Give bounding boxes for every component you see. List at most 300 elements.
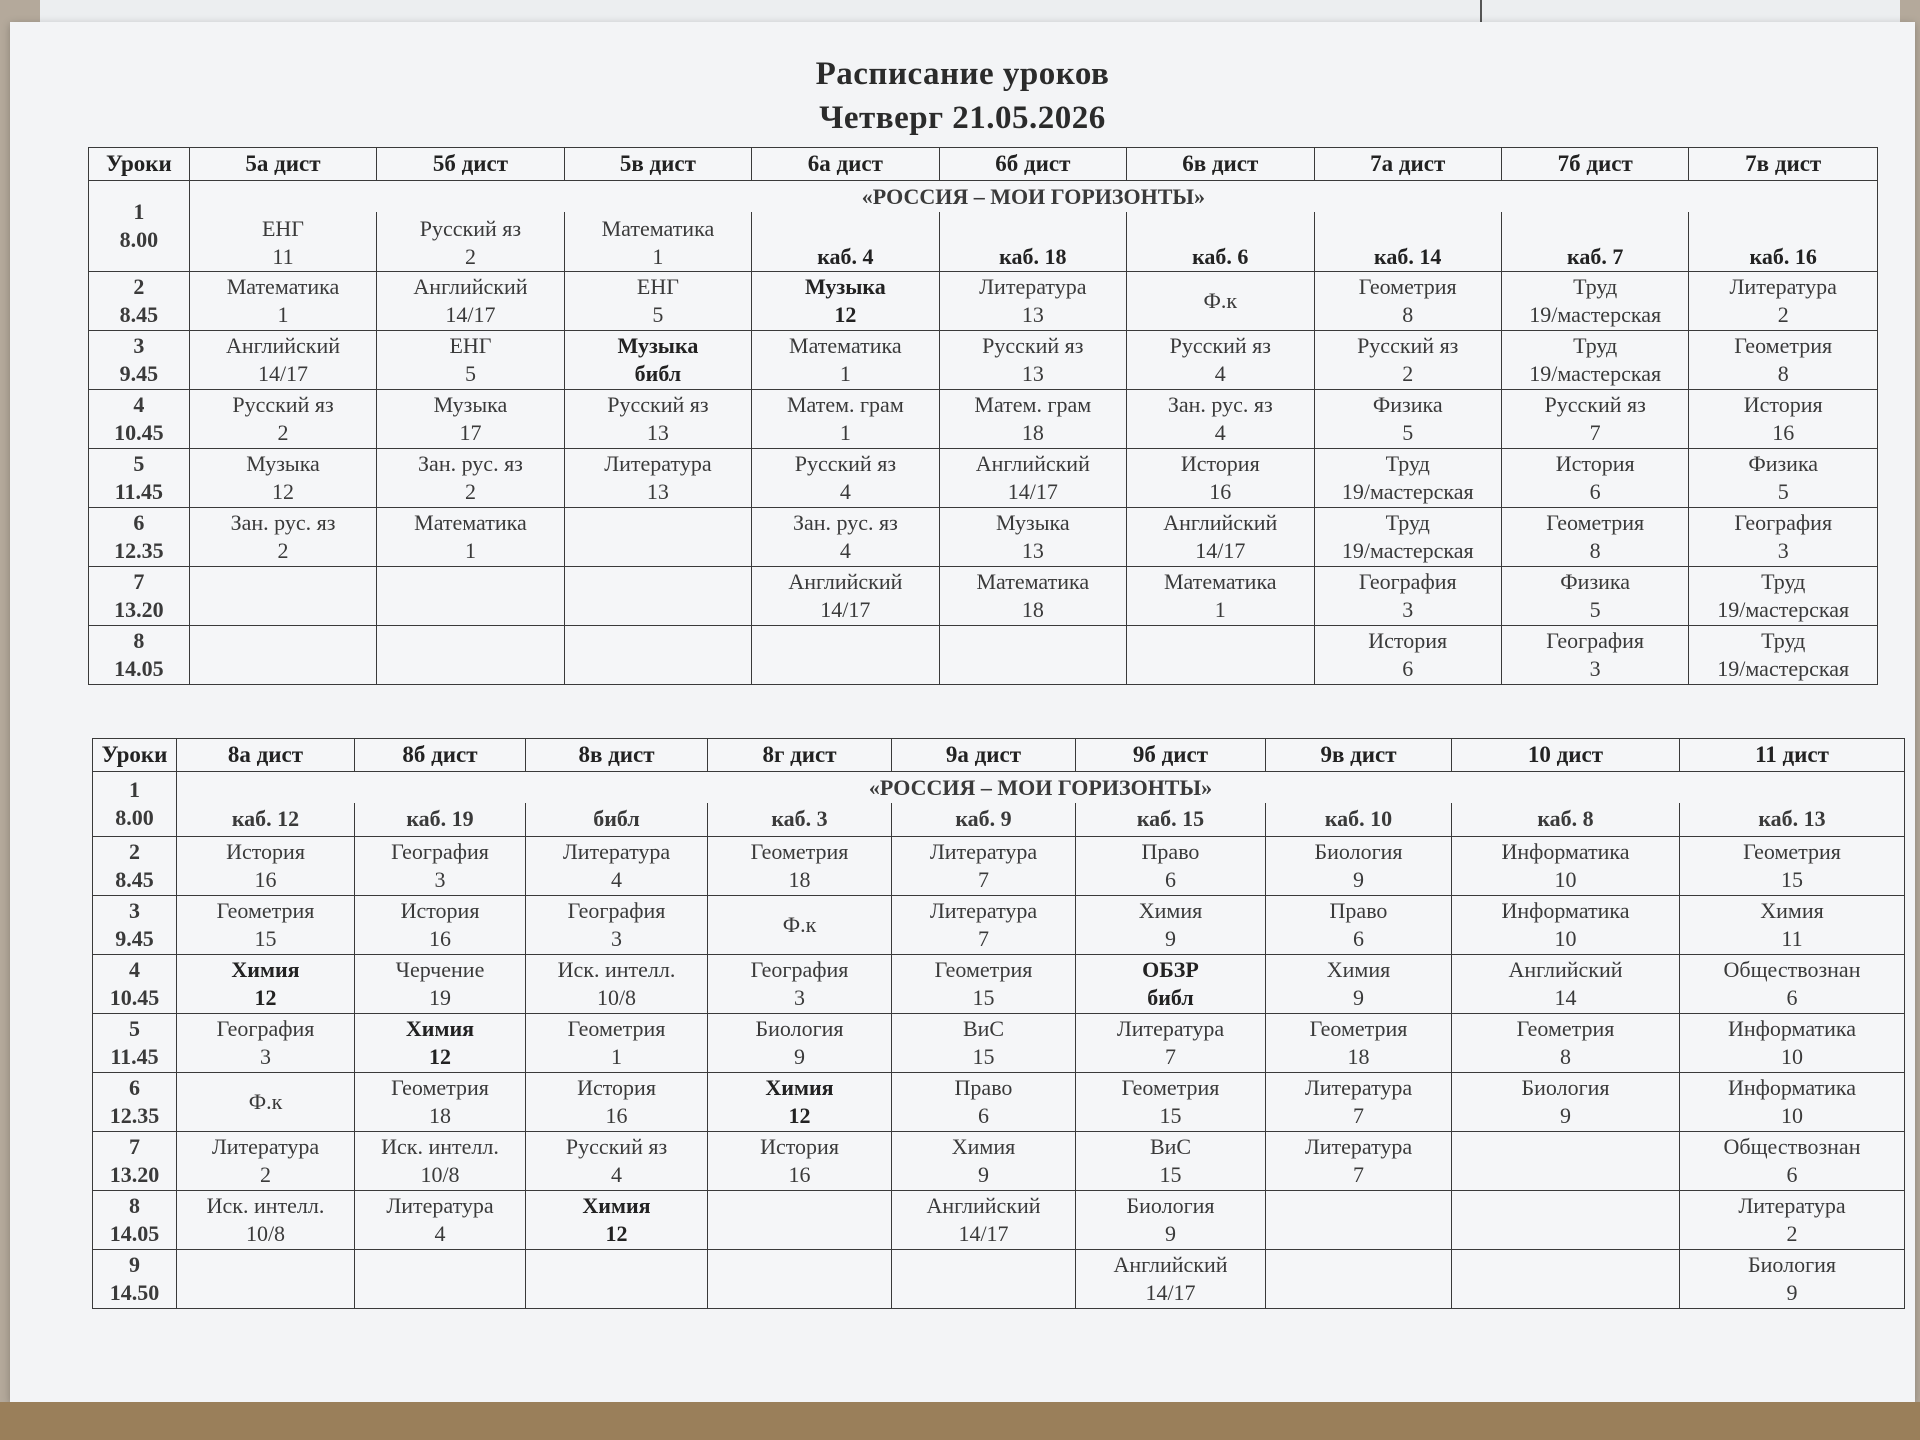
first-lesson-cell — [1689, 212, 1878, 272]
room-number: 17 — [459, 420, 482, 445]
lesson-cell — [1689, 449, 1878, 508]
table-row — [89, 181, 1878, 212]
lesson-cell — [355, 955, 526, 1014]
subject-name: Английский — [413, 274, 528, 299]
lesson-cell — [526, 955, 708, 1014]
lesson-number: 2 — [133, 274, 145, 299]
table-row — [93, 1191, 1905, 1250]
subject-name: Ф.к — [248, 1089, 283, 1114]
room-number: 15 — [254, 926, 277, 951]
room-number: 4 — [611, 867, 622, 892]
lesson-number: 8 — [129, 1193, 140, 1218]
lesson-cell — [752, 331, 939, 390]
lesson-time-cell — [93, 1132, 177, 1191]
subject-name: ЕНГ — [449, 333, 492, 358]
room-number: 10/8 — [596, 985, 637, 1010]
class-header: 11 дист — [1680, 739, 1905, 772]
room-number: 10 — [1781, 1044, 1803, 1069]
class-header: 9в дист — [1266, 739, 1452, 772]
lesson-cell — [1501, 331, 1688, 390]
table-row — [93, 837, 1905, 896]
subject-name: Литература — [604, 451, 712, 476]
lesson-cell — [1076, 896, 1266, 955]
lesson-cell — [526, 837, 708, 896]
lesson-number: 6 — [129, 1075, 140, 1100]
subject-name: Геометрия — [934, 957, 1033, 982]
lesson-cell — [1452, 837, 1680, 896]
lesson-cell — [708, 1132, 892, 1191]
lesson-time-cell — [89, 449, 190, 508]
lesson-cell — [1076, 837, 1266, 896]
room-number: 1 — [1214, 597, 1226, 622]
subject-name: Труд — [1761, 569, 1806, 594]
cabinet-label: каб. 6 — [1192, 244, 1249, 269]
empty-cell — [564, 508, 751, 567]
room-number: 1 — [277, 302, 289, 327]
room-number: 11 — [1781, 926, 1803, 951]
lesson-time-cell — [93, 1191, 177, 1250]
room-number: 5 — [652, 302, 664, 327]
room-number: 13 — [646, 420, 669, 445]
subject-name: Право — [1141, 839, 1200, 864]
lesson-cell — [1689, 567, 1878, 626]
lesson-cell — [892, 896, 1076, 955]
lesson-time: 8.00 — [115, 805, 154, 830]
lesson-cell — [526, 1132, 708, 1191]
table-row — [93, 803, 1905, 837]
subject-name: Матем. грам — [974, 392, 1092, 417]
subject-name: Литература — [211, 1134, 320, 1159]
room-number: 8 — [1589, 538, 1601, 563]
lesson-cell — [1689, 508, 1878, 567]
lesson-cell — [892, 1191, 1076, 1250]
empty-cell — [377, 626, 564, 685]
subject-name: Музыка — [804, 274, 886, 299]
subject-name: Математика — [414, 510, 527, 535]
subject-name: Русский яз — [794, 451, 897, 476]
lesson-cell — [1266, 955, 1452, 1014]
room-number: 9 — [1560, 1103, 1571, 1128]
cabinet-label: каб. 10 — [1266, 803, 1452, 837]
lesson-cell — [1314, 272, 1501, 331]
class-header: 9а дист — [892, 739, 1076, 772]
table-row — [89, 212, 1878, 272]
lesson-number: 7 — [129, 1134, 140, 1159]
empty-cell — [189, 626, 376, 685]
lesson-cell — [355, 896, 526, 955]
subject-name: Русский яз — [419, 216, 522, 241]
subject-name: Химия — [1760, 898, 1824, 923]
class-header: 9б дист — [1076, 739, 1266, 772]
lesson-cell — [177, 837, 355, 896]
subject-name: Физика — [1560, 569, 1631, 594]
lesson-time: 14.05 — [114, 656, 164, 681]
lesson-cell — [355, 1014, 526, 1073]
subject-name: Математика — [601, 216, 715, 241]
lesson-time: 13.20 — [114, 597, 164, 622]
room-number: 5 — [1777, 479, 1789, 504]
empty-cell — [708, 1250, 892, 1309]
class-header: 6в дист — [1127, 148, 1314, 181]
lesson-time: 14.50 — [109, 1280, 160, 1305]
subject-name: Русский яз — [982, 333, 1084, 358]
lesson-time: 11.45 — [114, 479, 164, 504]
lesson-number: 4 — [129, 957, 140, 982]
room-number: 2 — [464, 244, 476, 269]
table-row — [93, 896, 1905, 955]
subject-name: Английский — [975, 451, 1090, 476]
subject-name: Иск. интелл. — [206, 1193, 325, 1218]
room-number: 5 — [1589, 597, 1601, 622]
room-number: 3 — [1589, 656, 1601, 681]
room-number: 18 — [1347, 1044, 1370, 1069]
room-number: 9 — [1165, 1221, 1176, 1246]
lesson-cell — [1689, 626, 1878, 685]
lesson-cell — [1266, 1073, 1452, 1132]
lesson-time-cell — [89, 567, 190, 626]
lesson-time: 8.45 — [115, 867, 154, 892]
room-number: 12 — [834, 302, 857, 327]
horizons-banner — [189, 181, 1877, 212]
horizons-banner — [177, 772, 1905, 803]
subject-name: Химия — [405, 1016, 475, 1041]
subject-name: Английский — [1508, 957, 1623, 982]
subject-name: Право — [1329, 898, 1388, 923]
subject-name: Труд — [1573, 274, 1618, 299]
lesson-cell — [1501, 390, 1688, 449]
room-number: 7 — [978, 926, 989, 951]
lesson-cell — [752, 390, 939, 449]
header-row — [93, 739, 1905, 772]
lesson-number: 1 — [129, 777, 140, 802]
room-number: 8 — [1402, 302, 1414, 327]
class-header: 10 дист — [1452, 739, 1680, 772]
lesson-cell — [1501, 626, 1688, 685]
lesson-cell — [526, 1014, 708, 1073]
lesson-cell — [526, 896, 708, 955]
first-lesson-cell — [1127, 212, 1314, 272]
subject-name: Английский — [225, 333, 341, 358]
room-number: 15 — [972, 985, 995, 1010]
subject-name: Информатика — [1501, 839, 1630, 864]
lesson-cell — [1314, 508, 1501, 567]
lesson-time-cell — [89, 508, 190, 567]
lesson-cell — [1452, 955, 1680, 1014]
cabinet-label: каб. 16 — [1749, 244, 1817, 269]
subject-name: Химия — [765, 1075, 834, 1100]
subject-name: Зан. рус. яз — [792, 510, 898, 535]
room-number: 19/мастерская — [1341, 479, 1474, 504]
lesson-number: 5 — [129, 1016, 140, 1041]
room-number: 1 — [611, 1044, 622, 1069]
lesson-time-cell — [93, 1250, 177, 1309]
lesson-cell — [1076, 1250, 1266, 1309]
lesson-number: 3 — [129, 898, 140, 923]
lesson-cell — [1501, 272, 1688, 331]
lesson-cell — [892, 1132, 1076, 1191]
lesson-cell — [1314, 567, 1501, 626]
subject-name: Математика — [976, 569, 1090, 594]
lesson-cell — [1076, 1132, 1266, 1191]
empty-cell — [377, 567, 564, 626]
table-row — [93, 772, 1905, 803]
room-number: 12 — [429, 1044, 451, 1069]
lesson-number: 9 — [129, 1252, 140, 1277]
subject-name: Литература — [929, 898, 1038, 923]
subject-name: ВиС — [962, 1016, 1005, 1041]
class-header: 5б дист — [377, 148, 564, 181]
room-number: 14/17 — [958, 1221, 1009, 1246]
lesson-cell — [564, 272, 751, 331]
table-row — [89, 272, 1878, 331]
lesson-cell — [177, 1073, 355, 1132]
subject-name: История — [1180, 451, 1260, 476]
lesson-cell — [1689, 272, 1878, 331]
lesson-cell — [1266, 896, 1452, 955]
empty-cell — [1452, 1132, 1680, 1191]
subject-name: Обществознан — [1723, 957, 1861, 982]
banner-text: «РОССИЯ – МОИ ГОРИЗОНТЫ» — [861, 184, 1205, 210]
lesson-time-cell — [89, 626, 190, 685]
lesson-number: 8 — [133, 628, 145, 653]
table-row — [93, 1250, 1905, 1309]
room-number: библ — [1147, 985, 1194, 1010]
subject-name: История — [1368, 628, 1448, 653]
room-number: 3 — [260, 1044, 271, 1069]
lesson-cell — [1314, 331, 1501, 390]
lesson-cell — [708, 837, 892, 896]
lesson-cell — [564, 390, 751, 449]
lesson-cell — [1680, 1014, 1905, 1073]
class-header: 6б дист — [939, 148, 1126, 181]
subject-name: История — [760, 1134, 839, 1159]
subject-name: ВиС — [1149, 1134, 1192, 1159]
subject-name: Ф.к — [1203, 288, 1238, 313]
lesson-cell — [939, 508, 1126, 567]
subject-name: Биология — [1126, 1193, 1215, 1218]
lesson-time: 10.45 — [114, 420, 164, 445]
cabinet-label: каб. 18 — [999, 244, 1067, 269]
room-number: 9 — [1353, 985, 1364, 1010]
lesson-cell — [377, 272, 564, 331]
lesson-time: 14.05 — [109, 1221, 160, 1246]
lesson-cell — [355, 1132, 526, 1191]
room-number: 2 — [464, 479, 476, 504]
cabinet-label: каб. 8 — [1452, 803, 1680, 837]
subject-name: Труд — [1385, 451, 1430, 476]
lesson-time-cell — [89, 331, 190, 390]
lesson-time: 8.45 — [119, 302, 159, 327]
subject-name: История — [400, 898, 480, 923]
subject-name: Музыка — [433, 392, 508, 417]
lesson-cell — [177, 1191, 355, 1250]
subject-name: Биология — [755, 1016, 844, 1041]
lesson-time: 9.45 — [119, 361, 159, 386]
lesson-time: 12.35 — [114, 538, 164, 563]
subject-name: Право — [954, 1075, 1013, 1100]
room-number: 3 — [1402, 597, 1414, 622]
subject-name: Литература — [562, 839, 671, 864]
first-lesson-cell — [1314, 212, 1501, 272]
subject-name: Русский яз — [232, 392, 334, 417]
room-number: 14/17 — [820, 597, 871, 622]
lesson-cell — [189, 508, 376, 567]
subject-name: Русский яз — [1357, 333, 1459, 358]
empty-cell — [892, 1250, 1076, 1309]
lesson-cell — [1076, 955, 1266, 1014]
room-number: 4 — [839, 538, 851, 563]
room-number: 6 — [1786, 1162, 1798, 1187]
subject-name: Зан. рус. яз — [418, 451, 523, 476]
lesson-cell — [939, 390, 1126, 449]
room-number: 5 — [464, 361, 476, 386]
table-row — [89, 331, 1878, 390]
subject-name: Геометрия — [1734, 333, 1833, 358]
lesson-time-cell — [93, 1014, 177, 1073]
cabinet-label: каб. 19 — [355, 803, 526, 837]
lesson-time-cell — [93, 772, 177, 837]
lesson-cell — [752, 449, 939, 508]
subject-name: Черчение — [395, 957, 485, 982]
room-number: 2 — [277, 420, 289, 445]
first-lesson-cell — [377, 212, 564, 272]
room-number: 1 — [839, 361, 851, 386]
table-row — [93, 955, 1905, 1014]
class-header: 8г дист — [708, 739, 892, 772]
schedule-table-grades-5-7 — [88, 147, 1878, 685]
lesson-cell — [1314, 390, 1501, 449]
room-number: 14/17 — [1007, 479, 1058, 504]
subject-name: История — [1555, 451, 1635, 476]
lesson-cell — [177, 1132, 355, 1191]
subject-name: Труд — [1761, 628, 1806, 653]
lesson-cell — [1680, 896, 1905, 955]
desk-surface — [0, 1402, 1920, 1440]
lesson-cell — [177, 896, 355, 955]
subject-name: Биология — [1747, 1252, 1836, 1277]
lesson-cell — [177, 1014, 355, 1073]
subject-name: Зан. рус. яз — [230, 510, 336, 535]
lesson-cell — [939, 567, 1126, 626]
lesson-cell — [939, 272, 1126, 331]
room-number: 7 — [1353, 1103, 1364, 1128]
lesson-time-cell — [93, 1073, 177, 1132]
first-lesson-cell — [1501, 212, 1688, 272]
cabinet-label: каб. 15 — [1076, 803, 1266, 837]
title-block — [10, 52, 1915, 140]
table-row — [93, 1014, 1905, 1073]
lesson-cell — [892, 955, 1076, 1014]
empty-cell — [1127, 626, 1314, 685]
subject-name: Музыка — [617, 333, 699, 358]
cabinet-label: каб. 12 — [177, 803, 355, 837]
lesson-number: 4 — [133, 392, 145, 417]
lesson-cell — [1127, 272, 1314, 331]
subject-name: История — [1743, 392, 1823, 417]
empty-cell — [526, 1250, 708, 1309]
lesson-cell — [1680, 1250, 1905, 1309]
room-number: 4 — [611, 1162, 622, 1187]
lesson-time-cell — [89, 181, 190, 272]
empty-cell — [1266, 1191, 1452, 1250]
table-row — [89, 390, 1878, 449]
lesson-cell — [1076, 1014, 1266, 1073]
lesson-cell — [1501, 449, 1688, 508]
room-number: 19/мастерская — [1717, 656, 1850, 681]
lesson-cell — [564, 449, 751, 508]
lesson-time-cell — [89, 390, 190, 449]
room-number: 15 — [1159, 1103, 1182, 1128]
first-lesson-cell — [752, 212, 939, 272]
subject-name: Английский — [788, 569, 903, 594]
empty-cell — [564, 626, 751, 685]
empty-cell — [1452, 1191, 1680, 1250]
lesson-cell — [1680, 1073, 1905, 1132]
room-number: 2 — [1777, 302, 1789, 327]
subject-name: География — [567, 898, 666, 923]
lesson-cell — [939, 449, 1126, 508]
subject-name: Математика — [1163, 569, 1277, 594]
room-number: библ — [634, 361, 682, 386]
subject-name: Английский — [1113, 1252, 1228, 1277]
lesson-time: 11.45 — [110, 1044, 159, 1069]
room-number: 16 — [788, 1162, 811, 1187]
subject-name: Матем. грам — [786, 392, 904, 417]
room-number: 3 — [1777, 538, 1789, 563]
room-number: 19/мастерская — [1717, 597, 1850, 622]
schedule-table-grades-8-11 — [92, 738, 1905, 1309]
room-number: 14/17 — [445, 302, 496, 327]
room-number: 16 — [1772, 420, 1795, 445]
subject-name: Иск. интелл. — [381, 1134, 499, 1159]
cabinet-label: каб. 13 — [1680, 803, 1905, 837]
subject-name: Литература — [1116, 1016, 1225, 1041]
room-number: 12 — [272, 479, 294, 504]
lesson-time: 13.20 — [109, 1162, 160, 1187]
lesson-cell — [1680, 1191, 1905, 1250]
room-number: 13 — [646, 479, 669, 504]
lesson-cell — [752, 272, 939, 331]
subject-name: Геометрия — [567, 1016, 666, 1041]
empty-cell — [177, 1250, 355, 1309]
lesson-cell — [1680, 955, 1905, 1014]
room-number: 4 — [1214, 361, 1226, 386]
lesson-cell — [564, 331, 751, 390]
subject-name: Литература — [1304, 1134, 1413, 1159]
room-number: 13 — [1021, 538, 1044, 563]
subject-name: Ф.к — [782, 912, 817, 937]
room-number: 19/мастерская — [1341, 538, 1474, 563]
lesson-cell — [377, 449, 564, 508]
lesson-cell — [1127, 331, 1314, 390]
room-number: 13 — [1021, 361, 1044, 386]
room-number: 18 — [1021, 420, 1044, 445]
room-number: 8 — [1560, 1044, 1571, 1069]
room-number: 4 — [434, 1221, 446, 1246]
room-number: 16 — [254, 867, 277, 892]
class-header: 8а дист — [177, 739, 355, 772]
room-number: 18 — [1021, 597, 1044, 622]
subject-name: Химия — [951, 1134, 1016, 1159]
subject-name: Русский яз — [565, 1134, 668, 1159]
room-number: 12 — [605, 1221, 628, 1246]
room-number: 1 — [652, 244, 664, 269]
room-number: 6 — [1165, 867, 1176, 892]
room-number: 5 — [1402, 420, 1414, 445]
subject-name: Русский яз — [1169, 333, 1271, 358]
room-number: 6 — [978, 1103, 989, 1128]
empty-cell — [752, 626, 939, 685]
